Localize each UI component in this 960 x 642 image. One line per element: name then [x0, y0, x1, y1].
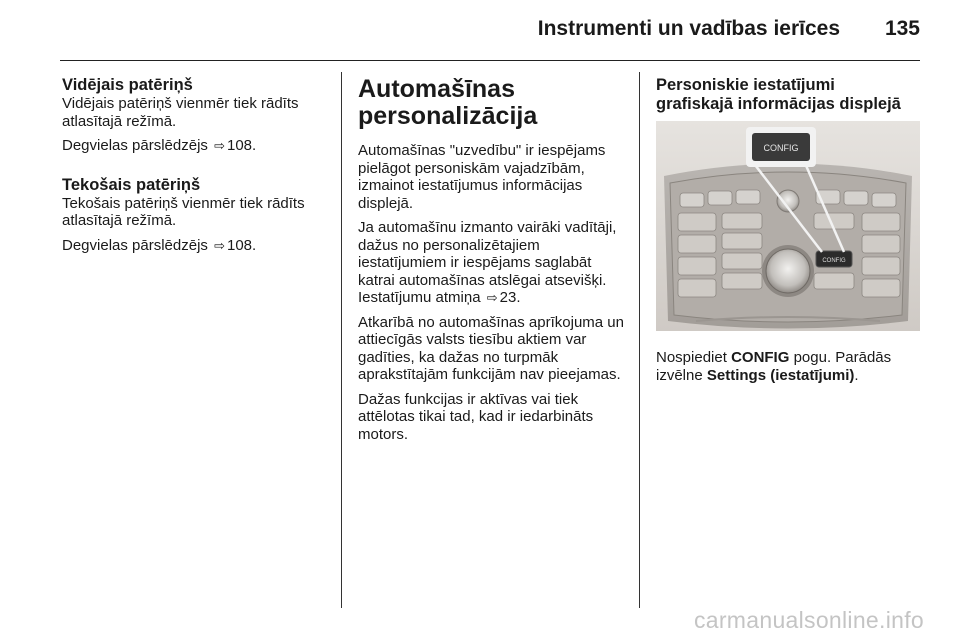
cross-reference — [62, 137, 330, 155]
cross-reference — [62, 237, 330, 255]
paragraph: Atkarībā no automašīnas aprīkojuma un attiecīgās valsts tiesību aktiem var gadīties, ka dažas no turpmāk aprakstītajām funkcijām nav pieejamas. — [358, 313, 624, 383]
reference-arrow-icon: ⇨ — [214, 237, 225, 253]
section-heading-current-consumption: Tekošais patēriņš — [62, 175, 201, 194]
paragraph — [62, 95, 330, 130]
paragraph-text: Vidējais patēriņš vienmēr tiek rādīts atlasītajā režīmā. — [62, 95, 299, 130]
reference-page[interactable]: 23. — [499, 289, 521, 306]
column-middle — [358, 76, 626, 450]
config-button-label: CONFIG — [822, 258, 846, 264]
section-heading-average-consumption: Vidējais patēriņš — [62, 76, 193, 94]
caption-text: . — [854, 366, 859, 384]
reference-page[interactable]: 108. — [226, 236, 257, 254]
header-title: Instrumenti un vadības ierīces — [537, 17, 840, 40]
reference-label: Degvielas pārslēdzējs — [62, 236, 208, 254]
heading-line: Personiskie iestatījumi — [656, 76, 835, 94]
paragraph-text: Ja automašīnu izmanto vairāki vadītāji, dažus no personalizētajiem iestatījumiem ir iespējams saglabāt katrai automašīnas atslēgai atsevišķi. Iestatījumu atmiņa — [358, 219, 617, 306]
title-line: Automašīnas — [358, 75, 515, 103]
title-line: personalizācija — [358, 102, 538, 130]
header-rule — [60, 60, 920, 61]
paragraph: Automašīnas "uzvedību" ir iespējams pielāgot personiskām vajadzībām, izmainot iestatījumus informācijas displejā. — [358, 142, 606, 212]
page-number: 135 — [884, 17, 920, 40]
infotainment-panel-photo — [656, 121, 920, 331]
reference-page[interactable]: 108. — [226, 137, 257, 154]
column-left — [62, 76, 330, 261]
paragraph — [358, 219, 626, 307]
caption-text: Nospiediet — [656, 349, 727, 366]
heading-line: grafiskajā informācijas displejā — [656, 95, 901, 113]
paragraph: Dažas funkcijas ir aktīvas vai tiek attēlotas tikai tad, kad ir iedarbināts motors. — [358, 390, 594, 443]
photo-caption — [656, 349, 922, 384]
page-header — [0, 0, 960, 70]
caption-settings-keyword: Settings (iestatījumi) — [706, 366, 855, 384]
watermark: carmanualsonline.info — [693, 607, 924, 633]
section-heading-personal-settings — [656, 76, 922, 114]
callout-config-label: CONFIG — [763, 143, 799, 153]
paragraph — [62, 195, 330, 230]
control-panel-illustration — [656, 121, 920, 331]
reference-arrow-icon: ⇨ — [486, 290, 498, 305]
paragraph-text: Tekošais patēriņš vienmēr tiek rādīts atlasītajā režīmā. — [62, 194, 305, 229]
reference-arrow-icon: ⇨ — [214, 138, 225, 153]
caption-config-keyword: CONFIG — [731, 349, 790, 366]
caption-text: pogu. Parādās izvēlne — [656, 349, 892, 384]
column-divider — [639, 72, 640, 608]
reference-label: Degvielas pārslēdzējs — [62, 137, 208, 154]
column-right — [656, 76, 922, 391]
column-divider — [341, 72, 342, 608]
section-title-vehicle-personalization — [358, 76, 626, 130]
